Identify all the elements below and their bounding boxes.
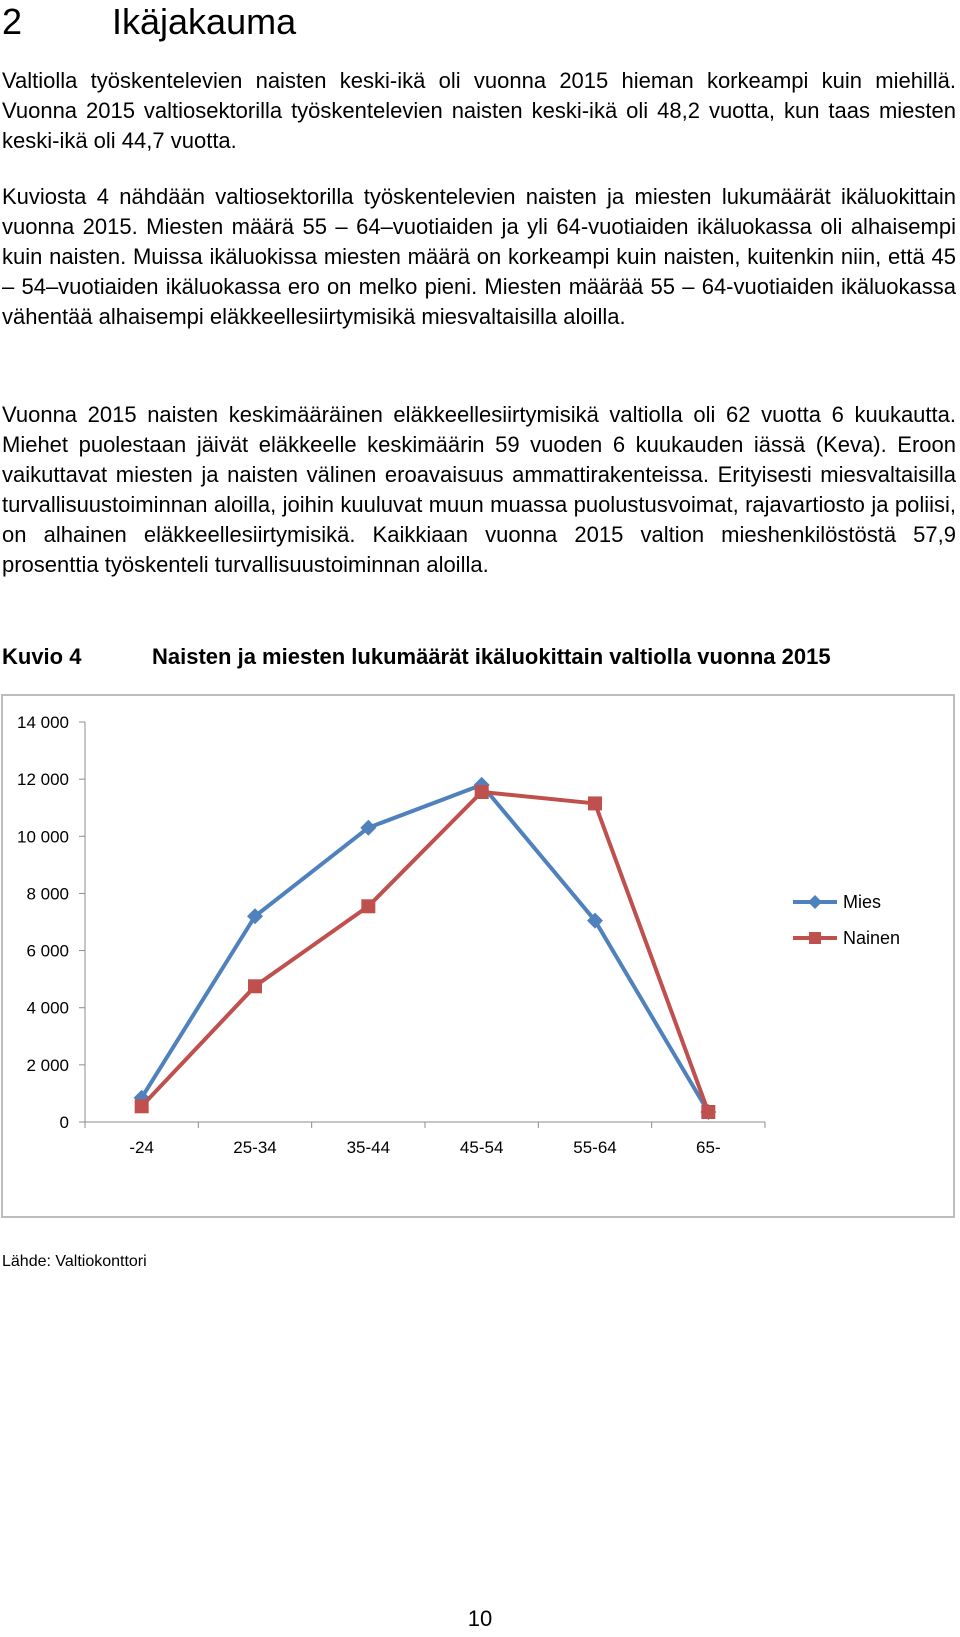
- y-tick-label: 10 000: [17, 827, 69, 847]
- y-tick-label: 6 000: [26, 941, 69, 961]
- page-number: 10: [467, 1606, 493, 1631]
- chart-container: [1, 694, 955, 1218]
- x-tick-label: 25-34: [233, 1138, 277, 1157]
- y-tick-label: 14 000: [17, 713, 69, 732]
- y-tick-label: 8 000: [26, 884, 69, 904]
- x-tick-label: 35-44: [346, 1138, 391, 1157]
- x-tick-label: 55-64: [573, 1138, 617, 1157]
- data-point-nainen: [361, 899, 375, 913]
- data-point-nainen: [588, 796, 602, 810]
- legend-label-mies: Mies: [843, 892, 882, 912]
- series-line-nainen: [142, 792, 709, 1112]
- x-tick-label: -24: [129, 1138, 154, 1157]
- paragraph-1: Valtiolla työskentelevien naisten keski-ikä oli vuonna 2015 hieman korkeampi kuin miehillä. Vuonna 2015 valtiosektorilla työskentelevien naisten keski-ikä oli 48,2 vuotta, kun taas miesten keski-ikä oli 44,7 vuotta.: [2, 68, 956, 153]
- y-tick-label: 0: [59, 1113, 69, 1132]
- section-number: 2: [2, 1, 23, 42]
- legend-marker-mies: [808, 895, 822, 909]
- legend-label-nainen: Nainen: [843, 928, 901, 948]
- x-tick-label: 45-54: [459, 1138, 504, 1157]
- figure-label: Kuvio 4: [2, 644, 82, 669]
- data-point-nainen: [701, 1105, 715, 1119]
- y-tick-label: 4 000: [26, 998, 69, 1018]
- y-tick-label: 2 000: [26, 1055, 69, 1075]
- data-point-nainen: [135, 1099, 149, 1113]
- x-tick-label: 65-: [696, 1138, 721, 1157]
- section-title: Ikäjakauma: [112, 1, 297, 42]
- legend-marker-nainen: [809, 932, 821, 944]
- series-line-mies: [142, 785, 709, 1112]
- line-chart: [3, 696, 957, 1220]
- figure-title: Naisten ja miesten lukumäärät ikäluokittain valtiolla vuonna 2015: [152, 644, 831, 669]
- figure-caption: [2, 640, 956, 674]
- source-note: Lähde: Valtiokonttori: [2, 1253, 147, 1270]
- paragraph-2: Kuviosta 4 nähdään valtiosektorilla työskentelevien naisten ja miesten lukumäärät ikäluokittain vuonna 2015. Miesten määrä 55 – 64–vuotiaiden ja yli 64-vuotiaiden ikäluokassa oli alhaisempi kuin naisten. Muissa ikäluokissa miesten määrä on korkeampi kuin naisten, kuitenkin niin, että 45 – 54–vuotiaiden ikäluokassa ero on melko pieni. Miesten määrää 55 – 64-vuotiaiden ikäluokassa vähentää alhaisempi eläkkeellesiirtymisikä miesvaltaisilla aloilla.: [2, 184, 956, 329]
- data-point-nainen: [475, 785, 489, 799]
- paragraph-3: Vuonna 2015 naisten keskimääräinen eläkkeellesiirtymisikä valtiolla oli 62 vuotta 6 kuukautta. Miehet puolestaan jäivät eläkkeelle keskimäärin 59 vuoden 6 kuukauden iässä (Keva). Eroon vaikuttavat miesten ja naisten välinen eroavaisuus ammattirakenteissa. Erityisesti miesvaltaisilla turvallisuustoiminnan aloilla, joihin kuuluvat muun muassa puolustusvoimat, rajavartiosto ja poliisi, on alhainen eläkkeellesiirtymisikä. Kaikkiaan vuonna 2015 valtion mieshenkilöstöstä 57,9 prosenttia työskenteli turvallisuustoiminnan aloilla.: [2, 402, 956, 577]
- y-tick-label: 12 000: [17, 770, 69, 790]
- data-point-nainen: [248, 979, 262, 993]
